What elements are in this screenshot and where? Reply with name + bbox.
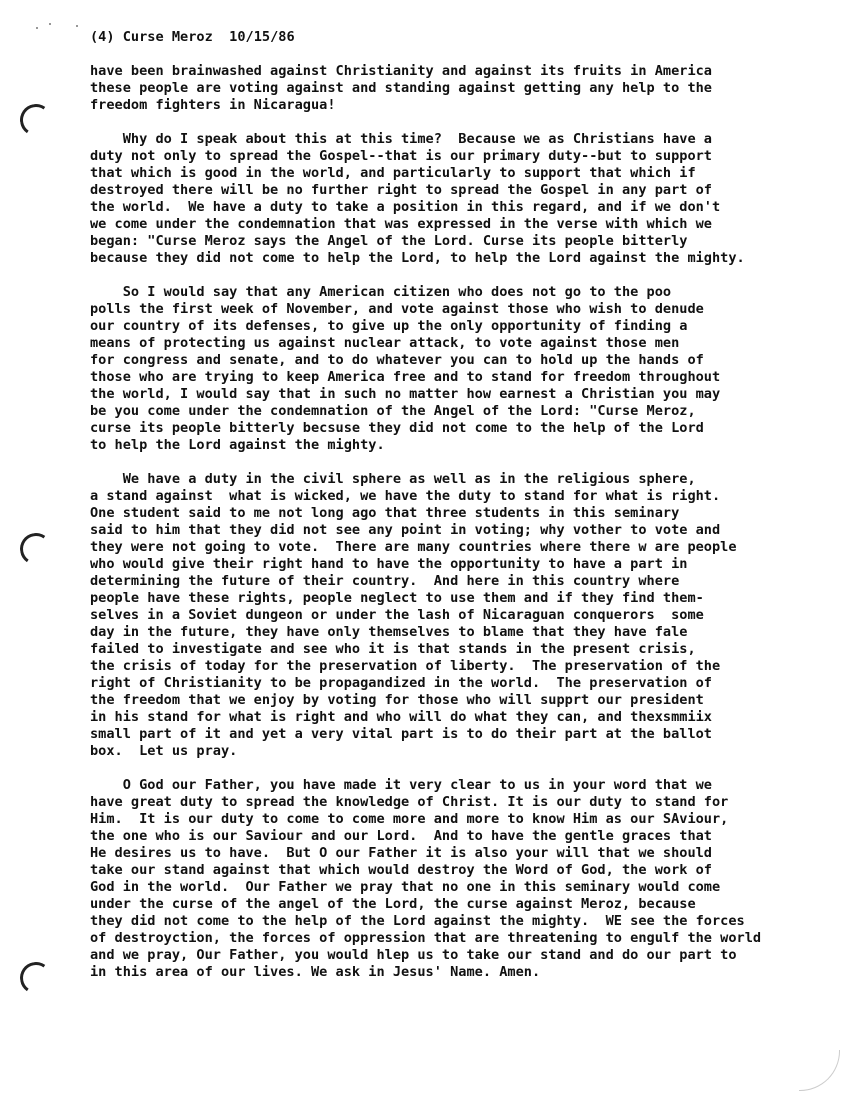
- text-line: determining the future of their country. And here in this country where: [90, 573, 680, 589]
- text-line: box. Let us pray.: [90, 743, 238, 759]
- paragraph: [90, 284, 790, 454]
- text-line: selves in a Soviet dungeon or under the lash of Nicaraguan conquerors some: [90, 607, 704, 623]
- text-line: said to him that they did not see any point in voting; why vother to vote and: [90, 522, 721, 538]
- text-line: of destroyction, the forces of oppression that are threatening to engulf the world: [90, 930, 762, 946]
- text-line: we come under the condemnation that was expressed in the verse with which we: [90, 216, 712, 232]
- text-line: the world. We have a duty to take a position in this regard, and if we don't: [90, 199, 721, 215]
- sermon-date: 10/15/86: [229, 29, 295, 45]
- text-line: be you come under the condemnation of the Angel of the Lord: "Curse Meroz,: [90, 403, 696, 419]
- text-line: they were not going to vote. There are many countries where there w are people: [90, 539, 737, 555]
- text-line: began: "Curse Meroz says the Angel of the Lord. Curse its people bitterly: [90, 233, 688, 249]
- text-line: destroyed there will be no further right to spread the Gospel in any part of: [90, 182, 712, 198]
- ink-speck: [49, 23, 51, 25]
- text-line: have great duty to spread the knowledge of Christ. It is our duty to stand for: [90, 794, 729, 810]
- text-line: He desires us to have. But O our Father it is also your will that we should: [90, 845, 712, 861]
- document-body: [90, 63, 790, 981]
- text-line: take our stand against that which would destroy the Word of God, the work of: [90, 862, 712, 878]
- paragraph-gap: [90, 454, 790, 471]
- page-header: [90, 29, 295, 46]
- paragraph-gap: [90, 760, 790, 777]
- paragraph-gap: [90, 114, 790, 131]
- text-line: the crisis of today for the preservation of liberty. The preservation of the: [90, 658, 721, 674]
- text-line: We have a duty in the civil sphere as well as in the religious sphere,: [90, 471, 696, 487]
- text-line: the freedom that we enjoy by voting for those who will supprt our president: [90, 692, 704, 708]
- text-line: these people are voting against and standing against getting any help to the: [90, 80, 712, 96]
- text-line: small part of it and yet a very vital part is to do their part at the ballot: [90, 726, 712, 742]
- text-line: O God our Father, you have made it very clear to us in your word that we: [90, 777, 712, 793]
- binder-hole-mark: [17, 959, 54, 996]
- text-line: who would give their right hand to have the opportunity to have a part in: [90, 556, 688, 572]
- text-line: the one who is our Saviour and our Lord. And to have the gentle graces that: [90, 828, 712, 844]
- text-line: duty not only to spread the Gospel--that is our primary duty--but to support: [90, 148, 712, 164]
- text-line: to help the Lord against the mighty.: [90, 437, 385, 453]
- text-line: Him. It is our duty to come to come more and more to know Him as our SAviour,: [90, 811, 729, 827]
- binder-hole-mark: [17, 530, 54, 567]
- page-corner: [799, 1050, 840, 1091]
- text-line: those who are trying to keep America free and to stand for freedom throughout: [90, 369, 721, 385]
- text-line: and we pray, Our Father, you would hlep us to take our stand and do our part to: [90, 947, 737, 963]
- ink-speck: [76, 25, 78, 27]
- paragraph: [90, 131, 790, 267]
- text-line: polls the first week of November, and vote against those who wish to denude: [90, 301, 704, 317]
- sermon-title: Curse Meroz: [122, 29, 213, 45]
- paragraph: [90, 471, 790, 760]
- text-line: right of Christianity to be propagandized in the world. The preservation of: [90, 675, 712, 691]
- text-line: because they did not come to help the Lord, to help the Lord against the mighty.: [90, 250, 745, 266]
- ink-speck: [36, 27, 38, 29]
- text-line: the world, I would say that in such no matter how earnest a Christian you may: [90, 386, 721, 402]
- text-line: means of protecting us against nuclear attack, to vote against those men: [90, 335, 680, 351]
- text-line: day in the future, they have only themselves to blame that they have fale: [90, 624, 688, 640]
- text-line: have been brainwashed against Christianity and against its fruits in America: [90, 63, 712, 79]
- text-line: in this area of our lives. We ask in Jesus' Name. Amen.: [90, 964, 541, 980]
- text-line: So I would say that any American citizen who does not go to the poo: [90, 284, 672, 300]
- paragraph: [90, 777, 790, 981]
- text-line: a stand against what is wicked, we have the duty to stand for what is right.: [90, 488, 721, 504]
- text-line: freedom fighters in Nicaragua!: [90, 97, 336, 113]
- text-line: failed to investigate and see who it is that stands in the present crisis,: [90, 641, 696, 657]
- text-line: our country of its defenses, to give up the only opportunity of finding a: [90, 318, 688, 334]
- text-line: under the curse of the angel of the Lord, the curse against Meroz, because: [90, 896, 696, 912]
- text-line: Why do I speak about this at this time? Because we as Christians have a: [90, 131, 712, 147]
- text-line: people have these rights, people neglect to use them and if they find them-: [90, 590, 704, 606]
- binder-hole-mark: [17, 101, 54, 138]
- page-number: (4): [90, 29, 115, 45]
- text-line: that which is good in the world, and particularly to support that which if: [90, 165, 696, 181]
- text-line: One student said to me not long ago that three students in this seminary: [90, 505, 680, 521]
- text-line: God in the world. Our Father we pray that no one in this seminary would come: [90, 879, 721, 895]
- text-line: in his stand for what is right and who will do what they can, and thexsmmiix: [90, 709, 712, 725]
- text-line: curse its people bitterly becsuse they did not come to the help of the Lord: [90, 420, 704, 436]
- paragraph-gap: [90, 267, 790, 284]
- paragraph: [90, 63, 790, 114]
- text-line: for congress and senate, and to do whatever you can to hold up the hands of: [90, 352, 704, 368]
- text-line: they did not come to the help of the Lord against the mighty. WE see the forces: [90, 913, 745, 929]
